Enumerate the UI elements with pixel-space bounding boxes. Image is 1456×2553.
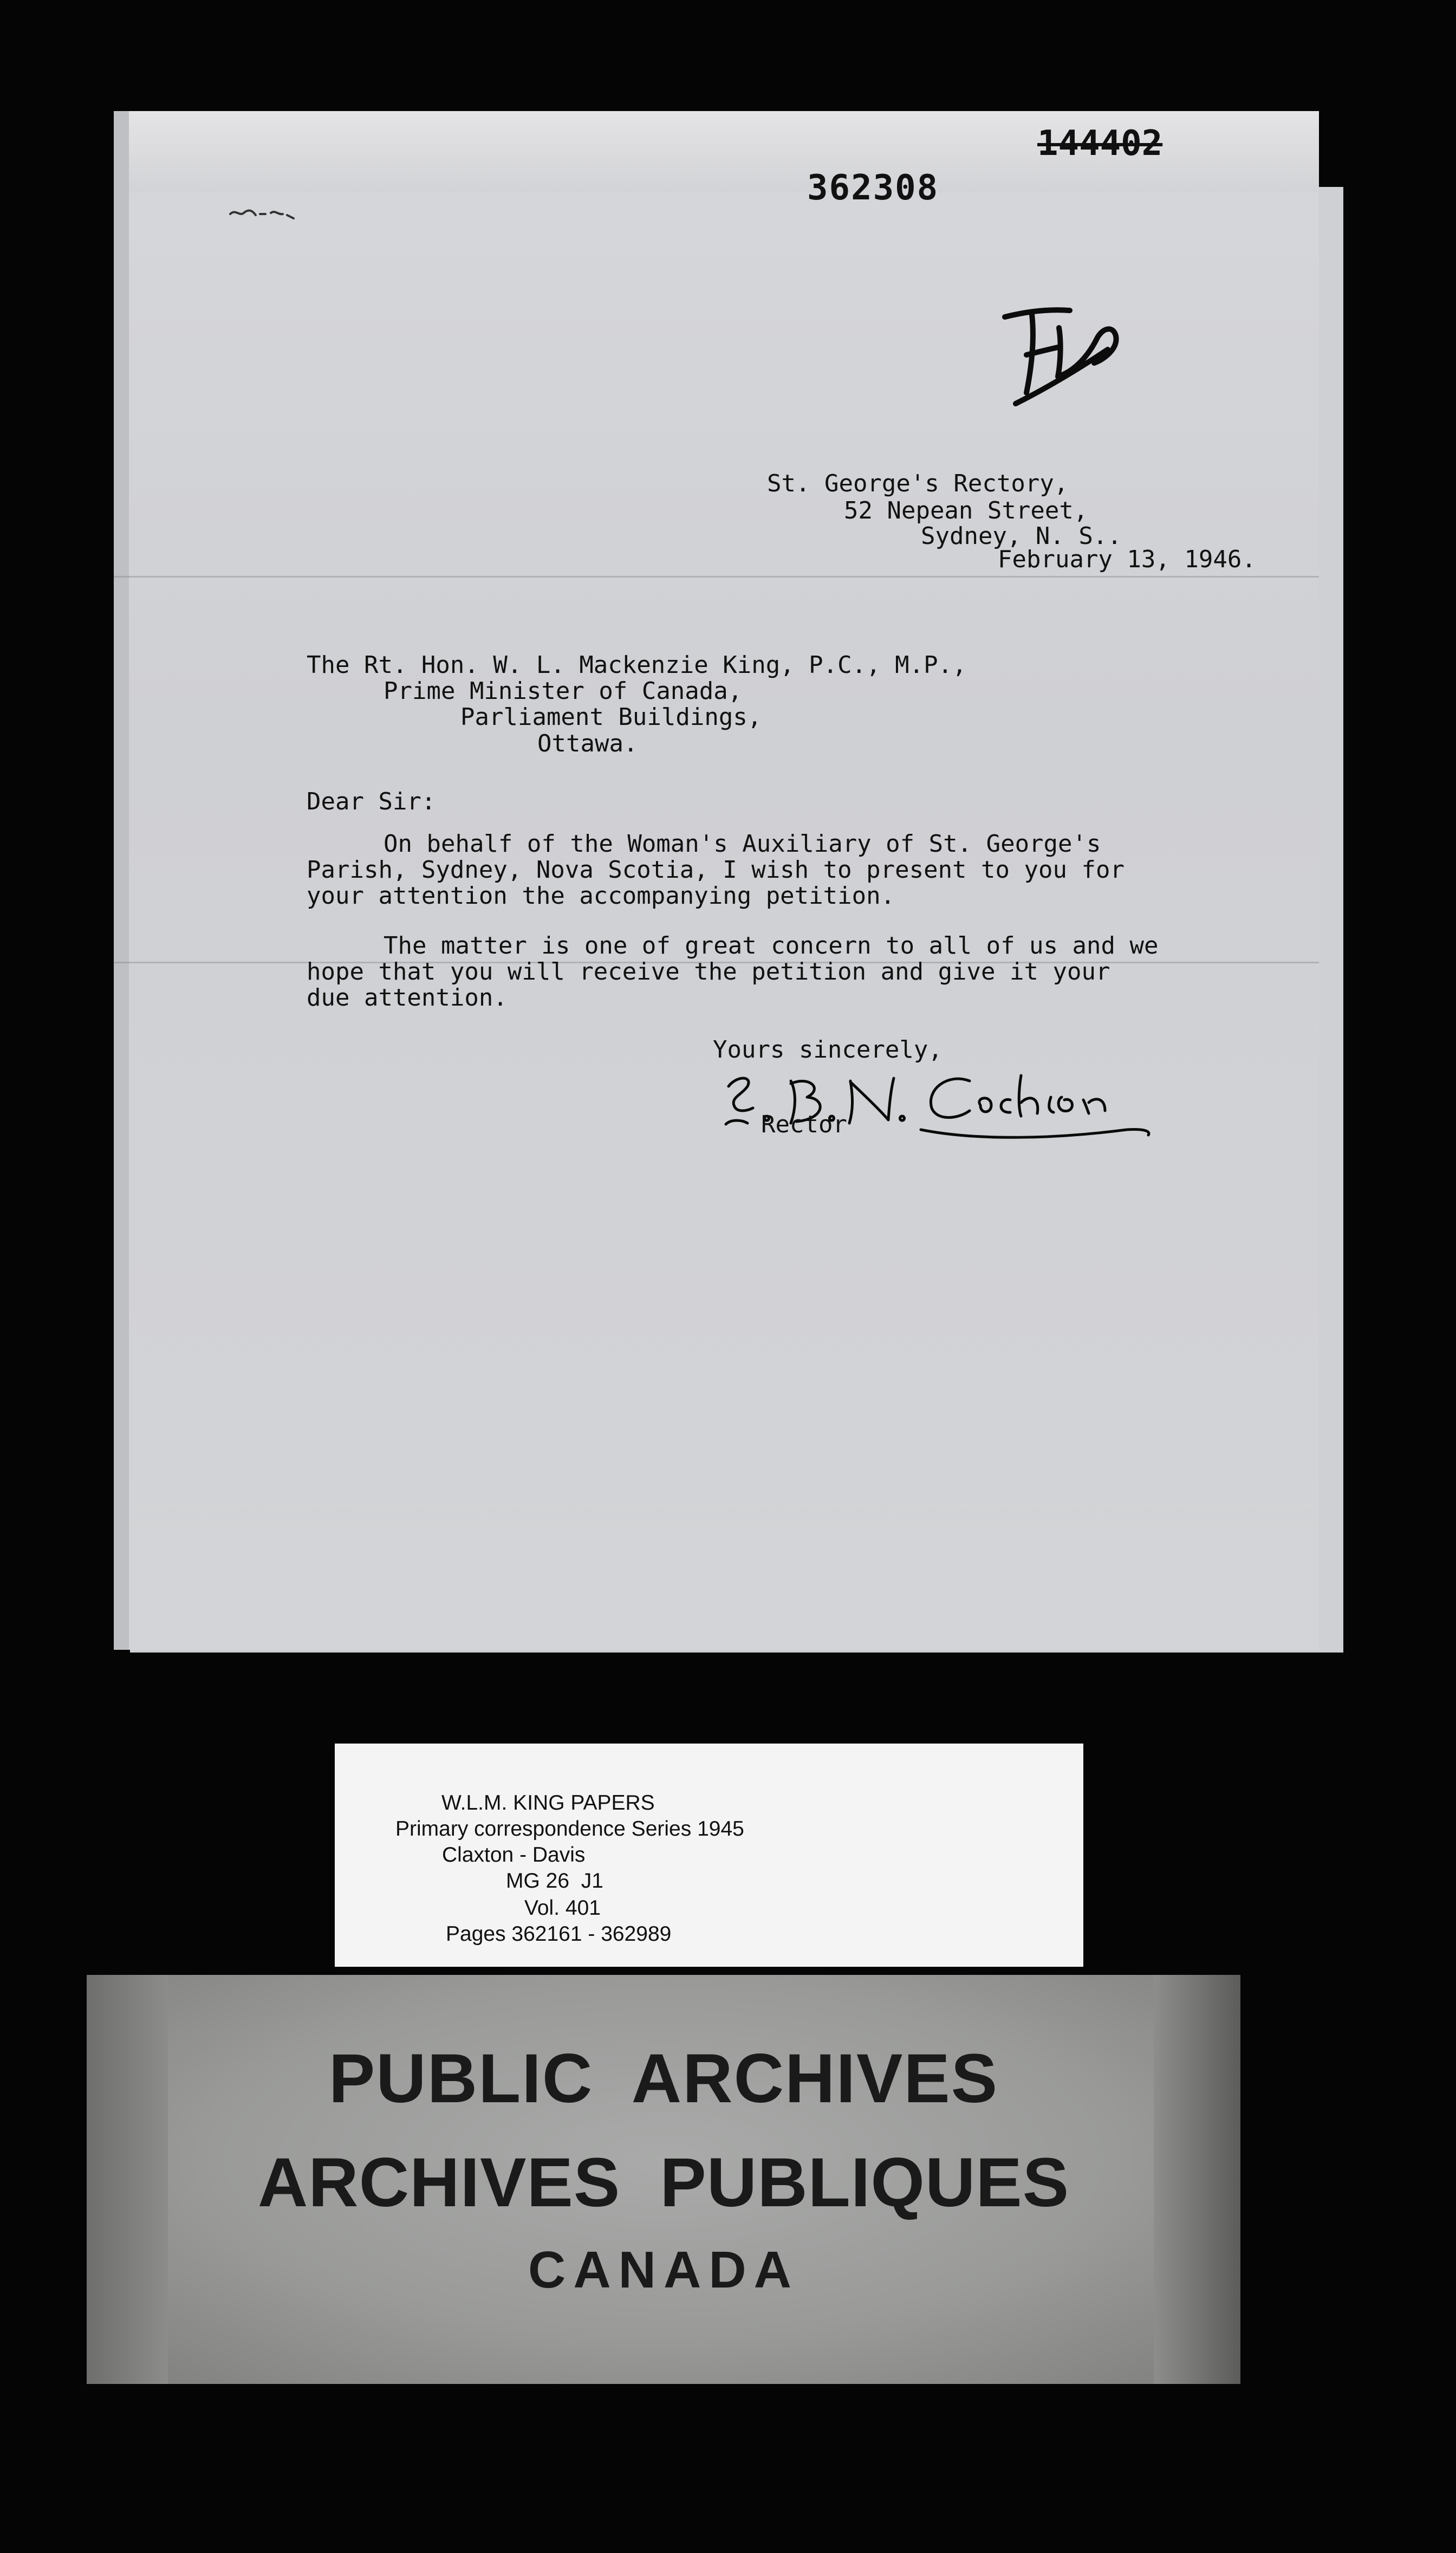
sender-address-line: St. George's Rectory,	[767, 470, 1069, 497]
pencil-scribble	[227, 198, 303, 238]
reference-number: 362308	[807, 168, 939, 208]
label-line: Primary correspondence Series 1945	[395, 1817, 744, 1841]
recipient-address-line: The Rt. Hon. W. L. Mackenzie King, P.C., M.P.,	[307, 651, 967, 679]
plaque-title-french: ARCHIVES PUBLIQUES	[257, 2144, 1070, 2221]
fold-line	[114, 576, 1319, 578]
body-line: due attention.	[307, 984, 508, 1012]
sender-address-line: 52 Nepean Street,	[844, 497, 1088, 524]
closing: Yours sincerely,	[713, 1036, 942, 1064]
label-line: MG 26 J1	[506, 1869, 603, 1893]
salutation: Dear Sir:	[307, 788, 436, 815]
recipient-address-line: Ottawa.	[537, 730, 638, 757]
body-line: On behalf of the Woman's Auxiliary of St. George's	[384, 830, 1101, 858]
body-line: The matter is one of great concern to all of us and we	[384, 932, 1159, 960]
label-line: Claxton - Davis	[442, 1843, 586, 1867]
body-line: your attention the accompanying petition.	[307, 882, 895, 910]
public-archives-plaque	[87, 1975, 1240, 2384]
signer-title: Rector	[761, 1111, 847, 1138]
plaque-country: CANADA	[528, 2241, 799, 2299]
label-line: Pages 362161 - 362989	[446, 1922, 672, 1946]
body-line: Parish, Sydney, Nova Scotia, I wish to present to you for	[307, 856, 1124, 884]
letter-date: February 13, 1946.	[998, 546, 1256, 573]
archive-label	[335, 1744, 1083, 1967]
handwritten-file-note	[994, 295, 1124, 417]
label-line: W.L.M. KING PAPERS	[441, 1791, 655, 1815]
sheet-left-edge	[114, 111, 129, 1650]
recipient-address-line: Prime Minister of Canada,	[384, 677, 743, 705]
sender-address-line: Sydney, N. S..	[921, 522, 1122, 550]
plaque-title-english: PUBLIC ARCHIVES	[328, 2040, 999, 2117]
body-line: hope that you will receive the petition and give it your	[307, 958, 1110, 986]
old-reference-number: 144402	[1037, 124, 1163, 164]
recipient-address-line: Parliament Buildings,	[460, 703, 762, 731]
label-line: Vol. 401	[524, 1896, 601, 1920]
